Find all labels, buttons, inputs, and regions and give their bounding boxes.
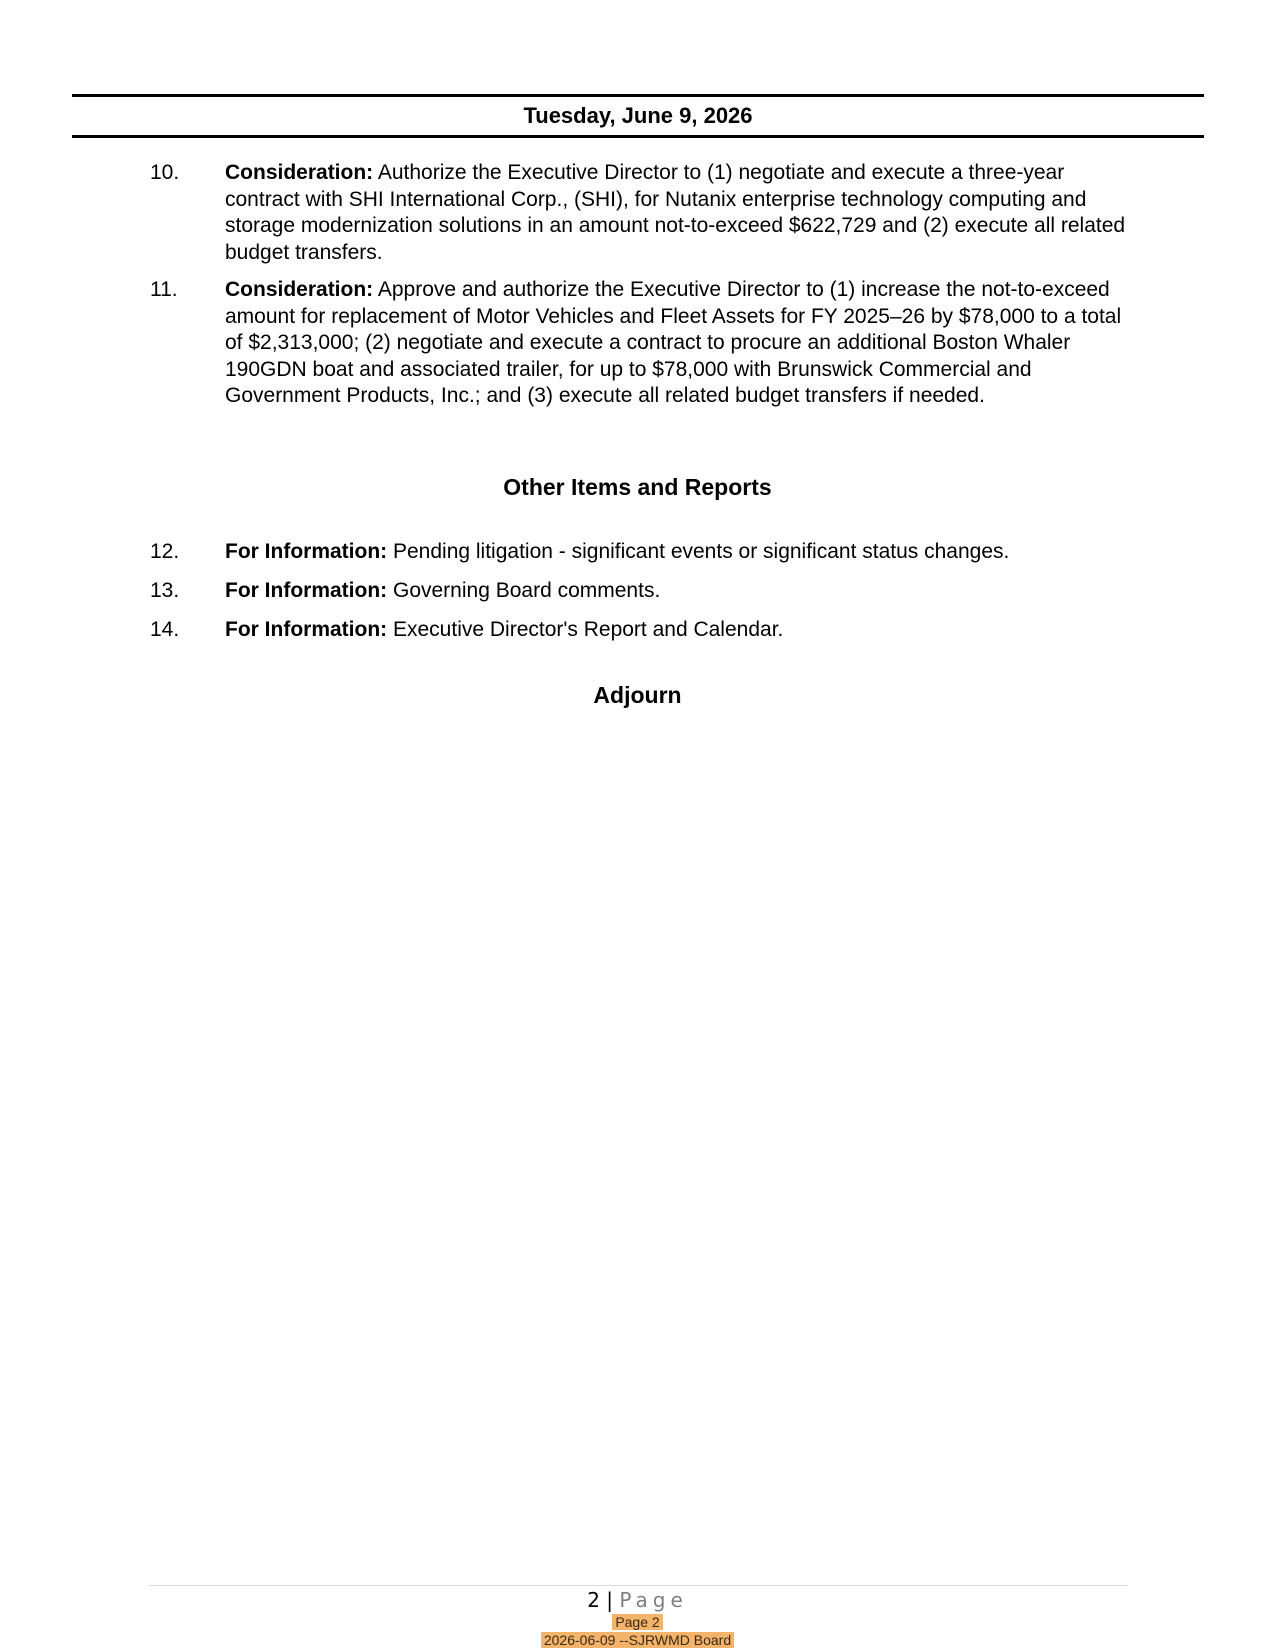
page-separator: |	[599, 1588, 620, 1612]
agenda-item-13	[150, 578, 1130, 605]
agenda-item-14	[150, 617, 1130, 644]
section-heading-other-items: Other Items and Reports	[503, 474, 772, 500]
stamp-document-text: 2026-06-09 --SJRWMD Board	[541, 1632, 734, 1648]
item-text: Authorize the Executive Director to (1) negotiate and execute a three-year contract with SHI International Corp., (SHI), for Nutanix enterprise technology computing and storage modernization solutions in an amount not-to-exceed $622,729 and (2) execute all related budget transfers.	[225, 161, 1126, 264]
agenda-item-10	[150, 160, 1130, 266]
page-number: 2	[587, 1588, 600, 1612]
item-text: Pending litigation - significant events or significant status changes.	[387, 540, 1010, 563]
item-text: Governing Board comments.	[387, 579, 661, 602]
item-lead: Consideration:	[225, 161, 374, 184]
item-number: 13.	[150, 579, 180, 602]
stamp-page-text: Page 2	[612, 1614, 662, 1630]
footer-page-number	[0, 1588, 1275, 1612]
item-lead: For Information:	[225, 618, 388, 641]
agenda-item-12	[150, 539, 1130, 566]
meeting-date: Tuesday, June 9, 2026	[523, 103, 753, 128]
item-text: Executive Director's Report and Calendar.	[387, 618, 784, 641]
item-body	[225, 578, 1130, 605]
item-number: 14.	[150, 618, 180, 641]
item-body	[225, 539, 1130, 566]
item-text: Approve and authorize the Executive Director to (1) increase the not-to-exceed amount for replacement of Motor Vehicles and Fleet Assets for FY 2025–26 by $78,000 to a total of $2,313,000; (2) negotiate and execute a contract to procure an additional Boston Whaler 190GDN boat and associated trailer, for up to $78,000 with Brunswick Commercial and Government Products, Inc.; and (3) execute all related budget transfers if needed.	[225, 278, 1122, 407]
item-lead: For Information:	[225, 579, 388, 602]
stamp-document-label	[0, 1632, 1275, 1648]
item-body	[225, 617, 1130, 644]
meeting-date-header	[72, 94, 1204, 138]
item-number: 10.	[150, 161, 180, 184]
item-lead: For Information:	[225, 540, 388, 563]
stamp-page-label	[0, 1614, 1275, 1630]
page-word: Page	[619, 1588, 688, 1612]
item-body	[225, 160, 1130, 266]
item-number: 12.	[150, 540, 180, 563]
item-number: 11.	[150, 278, 178, 301]
section-heading-adjourn: Adjourn	[593, 682, 682, 708]
agenda-item-11	[150, 277, 1130, 410]
item-lead: Consideration:	[225, 278, 374, 301]
item-body	[225, 277, 1130, 410]
footer-divider	[148, 1585, 1128, 1586]
